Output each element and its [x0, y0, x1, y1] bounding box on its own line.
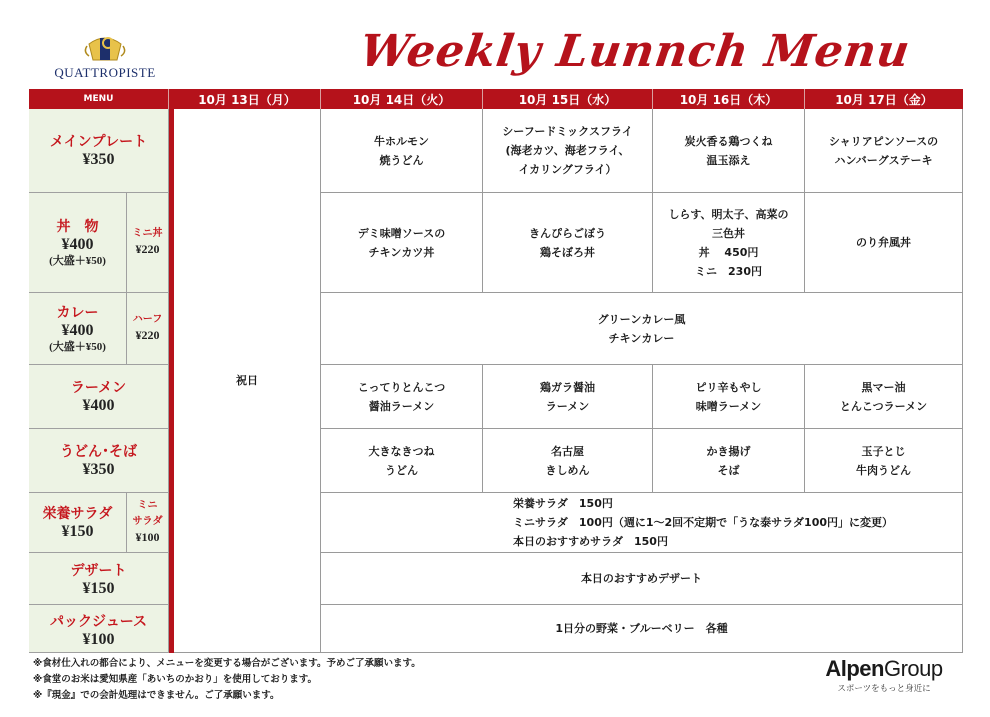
dish-line: 牛ホルモン — [374, 134, 429, 148]
category-price: ¥220 — [135, 328, 160, 342]
category-half-curry — [127, 293, 169, 365]
category-name: カレー — [56, 304, 99, 321]
category-donburi — [29, 193, 127, 293]
dish-line: 黒マー油 — [861, 380, 906, 394]
category-price: ¥150 — [61, 522, 94, 540]
dish-line: 玉子とじ — [861, 444, 906, 458]
dish-line: 鶏そぼろ丼 — [540, 245, 595, 259]
menu-cell-don-tue — [321, 193, 483, 293]
category-price: ¥400 — [82, 396, 115, 414]
day-header-thu: 10月 16日（木） — [653, 89, 805, 109]
category-salad — [29, 493, 127, 553]
brand-name-bold: Alpen — [825, 656, 884, 681]
footnotes — [33, 656, 421, 704]
dish-line: こってりとんこつ — [357, 380, 446, 394]
dish-line: きしめん — [545, 463, 590, 477]
dish-line: しらす、明太子、高菜の — [668, 207, 789, 221]
dish-line: 炭火香る鶏つくね — [684, 134, 773, 148]
menu-cell-don-wed — [483, 193, 653, 293]
dish-line: うどん — [385, 463, 418, 477]
menu-header: MENU — [29, 89, 169, 109]
dish-line: (海老カツ、海老フライ、 — [505, 144, 630, 157]
menu-cell-curry — [321, 293, 963, 365]
dish-line: 三色丼 — [712, 226, 745, 240]
footnote: ※『現金』での会計処理はできません。ご了承願います。 — [33, 690, 280, 701]
day-header-tue: 10月 14日（火） — [321, 89, 483, 109]
menu-cell-ramen-fri — [805, 365, 963, 429]
category-price: ¥400 — [61, 235, 94, 253]
menu-cell-don-thu — [653, 193, 805, 293]
category-name: 栄養サラダ — [42, 505, 113, 522]
category-note: (大盛＋¥50) — [49, 254, 106, 267]
category-price: ¥150 — [82, 579, 115, 597]
category-price: ¥100 — [135, 530, 160, 544]
dish-line: 名古屋 — [551, 444, 584, 458]
category-name: ラーメン — [70, 379, 127, 396]
dish-line: 大きなきつね — [368, 444, 435, 458]
page-title: Weekly Lunnch Menu — [356, 26, 914, 77]
dish-line: ハンバーグステーキ — [834, 153, 933, 167]
category-name: ミニ丼 — [132, 228, 163, 239]
menu-cell-salad — [321, 493, 963, 553]
menu-cell-udon-wed — [483, 429, 653, 493]
category-price: ¥350 — [82, 460, 115, 478]
category-mini-salad — [127, 493, 169, 553]
category-dessert — [29, 553, 169, 605]
category-price: ¥100 — [82, 630, 115, 648]
menu-cell-udon-thu — [653, 429, 805, 493]
category-name: サラダ — [132, 516, 163, 527]
category-name: うどん･そば — [60, 443, 137, 460]
dish-line: きんぴらごぼう — [529, 226, 606, 240]
brand-name-rest: Group — [883, 656, 943, 681]
dish-line: デミ味噌ソースの — [357, 226, 446, 240]
dish-line: かき揚げ — [706, 444, 751, 458]
category-name: パックジュース — [49, 613, 148, 630]
dish-line: ピリ辛もやし — [695, 380, 762, 394]
day-header-fri: 10月 17日（金） — [805, 89, 963, 109]
category-note: (大盛＋¥50) — [49, 340, 106, 353]
dish-line: 醤油ラーメン — [368, 399, 435, 413]
holiday-cell — [174, 109, 321, 653]
category-udon-soba — [29, 429, 169, 493]
menu-cell-juice — [321, 605, 963, 653]
menu-cell-udon-tue — [321, 429, 483, 493]
dish-line: 味噌ラーメン — [695, 399, 762, 413]
menu-cell-don-fri — [805, 193, 963, 293]
dish-line: そば — [717, 463, 740, 477]
dish-line: シャリアピンソースの — [828, 134, 939, 148]
dish-line: チキンカツ丼 — [368, 245, 435, 259]
category-price: ¥400 — [61, 321, 94, 339]
dish-line: 栄養サラダ 150円 — [513, 497, 613, 510]
category-ramen — [29, 365, 169, 429]
holiday-label: 祝日 — [236, 374, 258, 387]
category-price: ¥350 — [82, 150, 115, 168]
crown-p-emblem-icon — [83, 30, 127, 64]
menu-cell-ramen-thu — [653, 365, 805, 429]
quattropiste-logo — [40, 30, 170, 92]
dish-line: 本日のおすすめデザート — [580, 572, 703, 585]
menu-cell-main-wed — [483, 109, 653, 193]
category-curry — [29, 293, 127, 365]
footnote: ※食堂のお米は愛知県産「あいちのかおり」を使用しております。 — [33, 674, 317, 685]
menu-cell-dessert — [321, 553, 963, 605]
category-pack-juice — [29, 605, 169, 653]
alpen-group-logo — [804, 656, 964, 694]
day-header-wed: 10月 15日（水） — [483, 89, 653, 109]
dish-line: とんこつラーメン — [839, 399, 928, 413]
menu-cell-main-fri — [805, 109, 963, 193]
footnote: ※食材仕入れの都合により、メニューを変更する場合がございます。予めご了承願います。 — [33, 658, 421, 669]
category-main-plate — [29, 109, 169, 193]
category-name: ハーフ — [132, 314, 163, 325]
dish-line: イカリングフライ） — [518, 163, 617, 176]
dish-line: 鶏ガラ醤油 — [540, 380, 595, 394]
category-name: メインプレート — [49, 133, 148, 150]
dish-line: チキンカレー — [608, 331, 675, 345]
dish-line: 牛肉うどん — [856, 463, 911, 477]
dish-line: のり弁風丼 — [856, 236, 911, 249]
category-mini-donburi — [127, 193, 169, 293]
dish-line: ミニサラダ 100円（週に1～2回不定期で「うな泰サラダ100円」に変更） — [513, 516, 894, 529]
menu-cell-ramen-wed — [483, 365, 653, 429]
menu-cell-udon-fri — [805, 429, 963, 493]
menu-cell-ramen-tue — [321, 365, 483, 429]
logo-text: QUATTROPISTE — [54, 65, 156, 80]
dish-line: 丼 450円 — [698, 245, 759, 259]
menu-cell-main-thu — [653, 109, 805, 193]
dish-line: ミニ 230円 — [695, 264, 762, 278]
dish-line: ラーメン — [545, 399, 590, 413]
dish-line: 焼うどん — [379, 153, 424, 167]
dish-line: シーフードミックスフライ — [502, 125, 633, 138]
category-price: ¥220 — [135, 242, 160, 256]
dish-line: 温玉添え — [706, 153, 751, 167]
dish-line: 本日のおすすめサラダ 150円 — [513, 535, 668, 548]
category-name: 丼 物 — [56, 218, 99, 235]
category-name: デザート — [70, 562, 127, 579]
dish-line: 1日分の野菜・ブルーベリー 各種 — [555, 622, 728, 635]
category-name: ミニ — [137, 500, 158, 511]
brand-tagline: スポーツをもっと身近に — [837, 684, 931, 694]
dish-line: グリーンカレー風 — [597, 312, 686, 326]
day-header-mon: 10月 13日（月） — [174, 89, 321, 109]
menu-table — [29, 89, 963, 653]
menu-cell-main-tue — [321, 109, 483, 193]
